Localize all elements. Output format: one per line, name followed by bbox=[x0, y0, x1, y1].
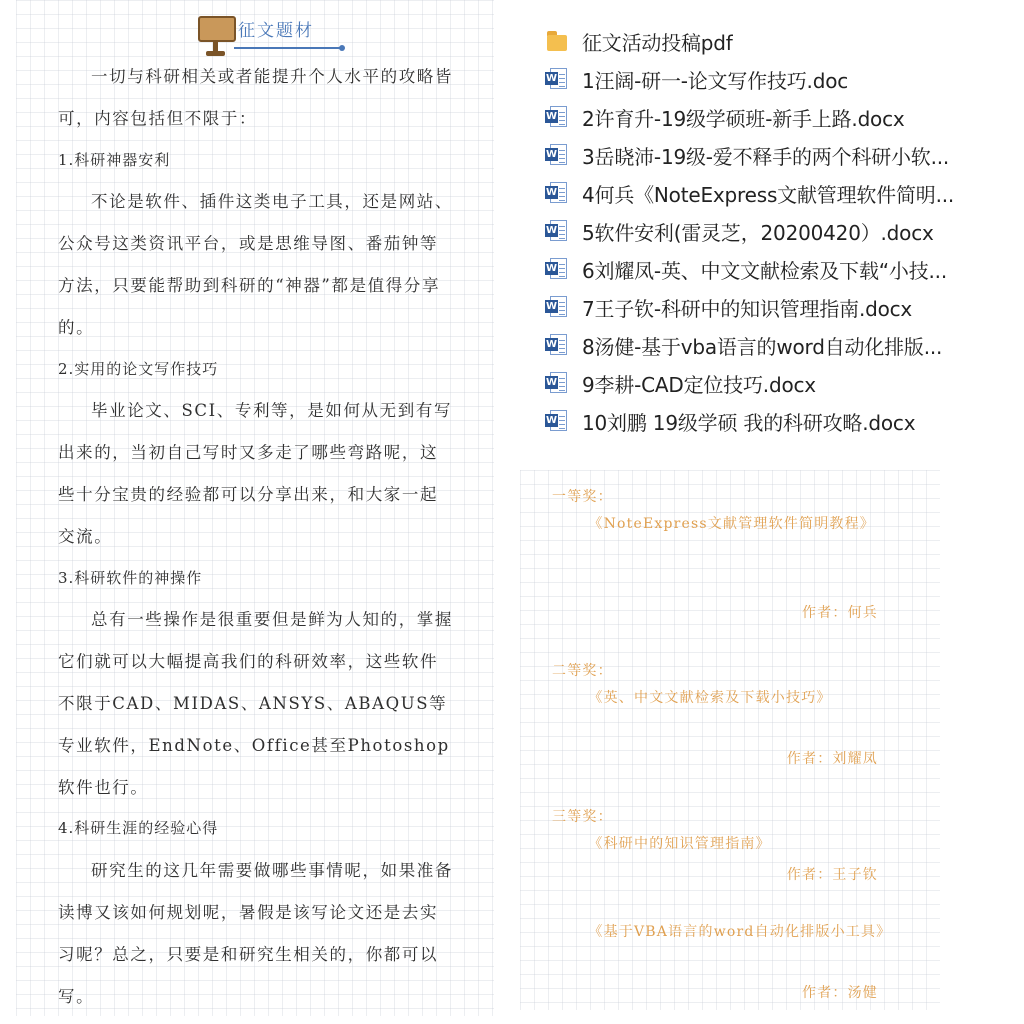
folder-icon bbox=[544, 28, 570, 54]
section-heading: 3.科研软件的神操作 bbox=[58, 568, 203, 587]
file-item[interactable] bbox=[544, 60, 1014, 98]
essay-topics-panel bbox=[16, 0, 494, 1016]
word-doc-icon: W bbox=[544, 180, 570, 206]
third-prize-work: 《科研中的知识管理指南》 bbox=[588, 836, 771, 852]
file-item[interactable] bbox=[544, 212, 1014, 250]
file-item[interactable] bbox=[544, 98, 1014, 136]
first-prize-label: 一等奖： bbox=[552, 489, 613, 505]
section-heading: 2.实用的论文写作技巧 bbox=[58, 359, 219, 378]
first-prize-work: 《NoteExpress文献管理软件简明教程》 bbox=[588, 516, 876, 532]
second-prize-author: 作者：刘耀凤 bbox=[786, 751, 878, 767]
word-doc-icon: W bbox=[544, 370, 570, 396]
signboard-icon bbox=[198, 16, 236, 42]
section-body: 毕业论文、SCI、专利等，是如何从无到有写出来的，当初自己写时又多走了哪些弯路呢，这些十分宝贵的经验都可以分享出来，和大家一起交流。 bbox=[58, 401, 453, 546]
file-item[interactable] bbox=[544, 364, 1014, 402]
word-doc-icon: W bbox=[544, 332, 570, 358]
awards-panel bbox=[520, 470, 940, 1010]
file-name: 9李耕-CAD定位技巧.docx bbox=[582, 372, 816, 397]
file-name: 3岳晓沛-19级-爱不释手的两个科研小软... bbox=[582, 144, 950, 169]
word-doc-icon: W bbox=[544, 66, 570, 92]
file-item[interactable] bbox=[544, 174, 1014, 212]
file-item[interactable] bbox=[544, 402, 1014, 440]
topics-body bbox=[58, 56, 456, 1017]
file-item[interactable] bbox=[544, 288, 1014, 326]
word-doc-icon: W bbox=[544, 142, 570, 168]
file-item[interactable] bbox=[544, 250, 1014, 288]
file-name: 10刘鹏 19级学硕 我的科研攻略.docx bbox=[582, 410, 916, 435]
word-doc-icon: W bbox=[544, 408, 570, 434]
file-name: 2许育升-19级学硕班-新手上路.docx bbox=[582, 106, 905, 131]
third-prize-author: 作者：汤健 bbox=[802, 985, 878, 1001]
second-prize-work: 《英、中文文献检索及下载小技巧》 bbox=[588, 690, 832, 706]
file-name: 7王子钦-科研中的知识管理指南.docx bbox=[582, 296, 913, 321]
file-name: 4何兵《NoteExpress文献管理软件简明... bbox=[582, 182, 955, 207]
section-heading: 4.科研生涯的经验心得 bbox=[58, 819, 219, 838]
file-item[interactable] bbox=[544, 326, 1014, 364]
third-prize-author: 作者：王子钦 bbox=[786, 867, 878, 883]
second-prize-label: 二等奖： bbox=[552, 663, 613, 679]
file-name: 6刘耀凤-英、中文文献检索及下载“小技... bbox=[582, 258, 947, 283]
word-doc-icon: W bbox=[544, 104, 570, 130]
file-item-folder[interactable] bbox=[544, 22, 1014, 60]
section-body: 研究生的这几年需要做哪些事情呢，如果准备读博又该如何规划呢，暑假是该写论文还是去实习呢？总之，只要是和研究生相关的，你都可以写。 bbox=[58, 861, 453, 1006]
word-doc-icon: W bbox=[544, 294, 570, 320]
intro-text: 一切与科研相关或者能提升个人水平的攻略皆可，内容包括但不限于： bbox=[58, 67, 453, 128]
first-prize-author: 作者：何兵 bbox=[802, 605, 878, 621]
title-badge bbox=[194, 12, 354, 56]
section-body: 总有一些操作是很重要但是鲜为人知的，掌握它们就可以大幅提高我们的科研效率，这些软件不限于CAD、MIDAS、ANSYS、ABAQUS等专业软件，EndNote、Office甚至Photoshop软件也行。 bbox=[58, 610, 453, 797]
title-underline bbox=[234, 47, 342, 49]
word-doc-icon: W bbox=[544, 256, 570, 282]
third-prize-work: 《基于VBA语言的word自动化排版小工具》 bbox=[588, 924, 892, 940]
file-name: 1汪阔-研一-论文写作技巧.doc bbox=[582, 68, 849, 93]
section-body: 不论是软件、插件这类电子工具，还是网站、公众号这类资讯平台，或是思维导图、番茄钟等方法，只要能帮助到科研的“神器”都是值得分享的。 bbox=[58, 192, 453, 337]
page-title: 征文题材 bbox=[238, 21, 314, 41]
submission-file-list bbox=[544, 22, 1014, 440]
word-doc-icon: W bbox=[544, 218, 570, 244]
file-name: 征文活动投稿pdf bbox=[582, 30, 733, 55]
section-heading: 1.科研神器安利 bbox=[58, 150, 171, 169]
file-name: 8汤健-基于vba语言的word自动化排版... bbox=[582, 334, 943, 359]
file-name: 5软件安利(雷灵芝，20200420）.docx bbox=[582, 220, 934, 245]
file-item[interactable] bbox=[544, 136, 1014, 174]
third-prize-label: 三等奖： bbox=[552, 809, 613, 825]
